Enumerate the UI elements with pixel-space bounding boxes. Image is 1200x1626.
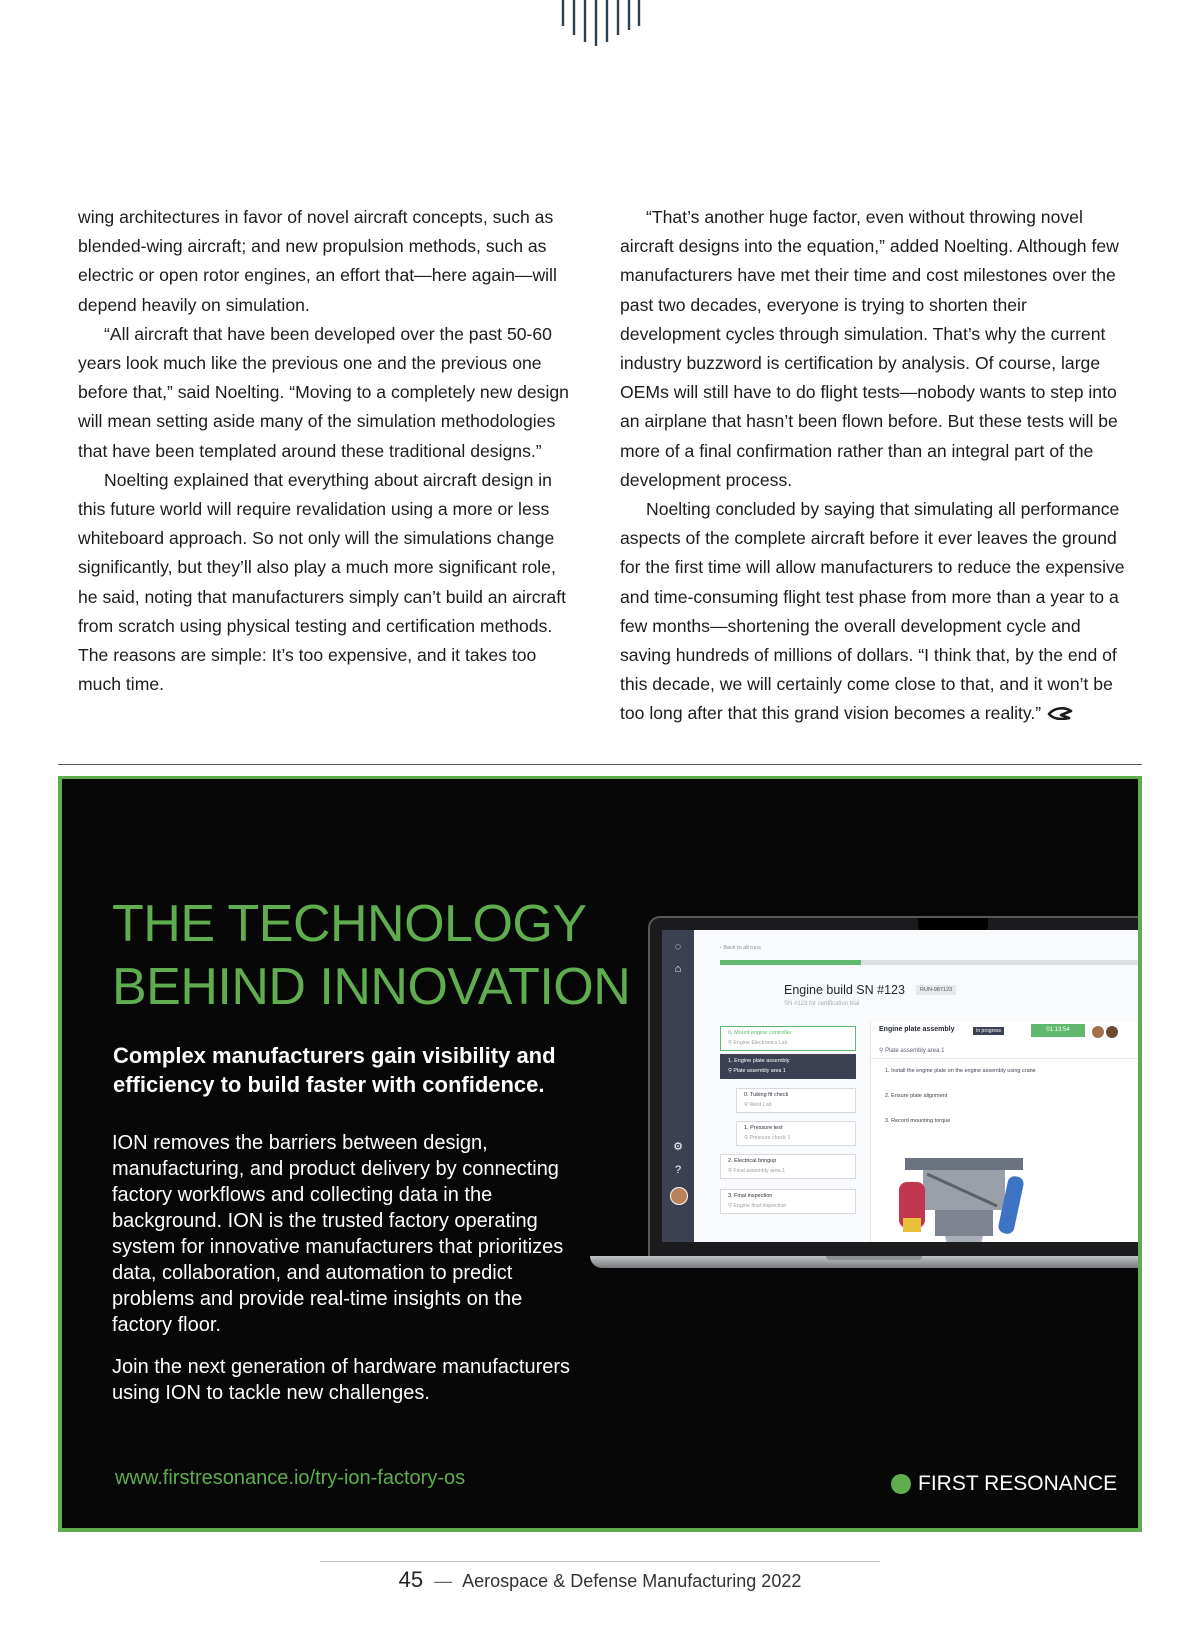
build-subtitle: SN #123 for certification trial <box>784 1001 860 1007</box>
top-lines-ornament <box>560 0 642 48</box>
step-location-text: Final assembly area 1 <box>733 1168 786 1174</box>
detail-title: Engine plate assembly <box>879 1026 955 1033</box>
article-paragraph: “That’s another huge factor, even without throwing novel aircraft designs into the equation,” added Noelting. Although few manufacturers have met their time and cost milestones over the past two decades, everyone is trying to shorten their development cycles through simulation. That’s why the current industry buzzword is certification by analysis. Of course, large OEMs will still have to do flight tests—nobody wants to step into an airplane that hasn’t been flown before. But these tests will be more of a final confirmation rather than an integral part of the development process. <box>620 207 1119 490</box>
footer-dash: — <box>434 1571 453 1591</box>
run-id-badge: RUN-987123 <box>916 985 956 995</box>
ad-headline-line: THE TECHNOLOGY <box>112 895 587 953</box>
article-paragraph: “All aircraft that have been developed over the past 50-60 years look much like the previous one and the previous one before that,” said Noelting. “Moving to a completely new design will mean setting aside many of the simulation methodologies that have been templated around these traditional designs.” <box>78 323 569 461</box>
laptop-lid <box>648 916 1142 1258</box>
detail-divider <box>871 1058 1142 1059</box>
brand-name: FIRST RESONANCE <box>918 1472 1118 1495</box>
laptop-mockup <box>648 916 1142 1286</box>
detail-location: ⚲ Plate assembly area 1 <box>879 1048 945 1054</box>
step-item-active[interactable] <box>720 1054 856 1079</box>
page-footer <box>0 1567 1200 1593</box>
brand-logo <box>891 1472 1117 1496</box>
ad-url-link[interactable]: www.firstresonance.io/try-ion-factory-os <box>115 1467 466 1489</box>
instruction-item: 2. Ensure plate alignment <box>885 1093 948 1099</box>
section-divider <box>58 764 1142 765</box>
step-item[interactable] <box>720 1189 856 1214</box>
build-title: Engine build SN #123 <box>784 983 905 997</box>
ad-headline-line: BEHIND INNOVATION <box>112 958 631 1016</box>
article-left-column <box>78 203 578 699</box>
step-item[interactable] <box>720 1154 856 1179</box>
step-detail-panel <box>870 1022 1142 1242</box>
step-location: ⚲ Weld Lab <box>744 1102 772 1108</box>
page-number: 45 <box>398 1567 424 1592</box>
article-paragraph: wing architectures in favor of novel aircraft concepts, such as blended-wing aircraft; and new propulsion methods, such as electric or open rotor engines, an effort that—here again—will depend heavily on simulation. <box>78 207 557 315</box>
publication-name: Aerospace & Defense Manufacturing 2022 <box>462 1571 802 1591</box>
footer-rule <box>320 1561 880 1562</box>
instruction-item: 3. Record mounting torque <box>885 1118 951 1124</box>
step-location: ⚲ Pressure check 1 <box>744 1135 791 1141</box>
app-sidebar <box>662 930 694 1242</box>
user-avatar[interactable] <box>670 1187 688 1205</box>
step-location-text: Engine final inspection <box>733 1203 787 1209</box>
step-location: ⚲ Final assembly area 1 <box>728 1168 786 1174</box>
laptop-base <box>590 1256 1142 1268</box>
back-link-label: Back to all runs <box>723 945 761 951</box>
home-icon[interactable]: ⌂ <box>674 963 682 975</box>
settings-gear-icon[interactable]: ⚙ <box>673 1141 683 1153</box>
step-location-text: Engine Electronics Lab <box>733 1040 788 1046</box>
step-location-text: Plate assembly area 1 <box>733 1068 786 1074</box>
step-location: ⚲ Engine Electronics Lab <box>728 1040 788 1046</box>
advertisement <box>58 776 1142 1532</box>
ad-headline <box>112 893 630 1019</box>
detail-location-text: Plate assembly area 1 <box>885 1048 945 1054</box>
ad-body-cta: Join the next generation of hardware manufacturers using ION to tackle new challenges. <box>112 1356 571 1404</box>
end-of-article-icon <box>1047 706 1073 720</box>
run-progress-fill <box>720 960 861 965</box>
step-name: 0. Tubing fit check <box>744 1092 789 1098</box>
collaborator-avatar[interactable] <box>1105 1025 1119 1039</box>
logo-icon: ◌ <box>674 941 682 953</box>
step-location: ⚲ Plate assembly area 1 <box>728 1068 786 1074</box>
step-item[interactable] <box>736 1088 856 1113</box>
ad-subhead: Complex manufacturers gain visibility and efficiency to build faster with confidence. <box>113 1043 556 1097</box>
step-name: 1. Pressure test <box>744 1125 783 1131</box>
step-name: 3. Final inspection <box>728 1193 773 1199</box>
step-name: 0. Mount engine controller <box>728 1030 792 1036</box>
article-right-column <box>620 203 1128 729</box>
step-name: 1. Engine plate assembly <box>728 1058 790 1064</box>
app-main <box>694 930 1142 1242</box>
status-badge: In progress <box>973 1027 1004 1035</box>
collaborator-avatar[interactable] <box>1091 1025 1105 1039</box>
brand-dot-icon <box>891 1474 911 1494</box>
article-paragraph <box>620 495 1128 729</box>
laptop-base-dip <box>826 1256 922 1260</box>
app-screen <box>662 930 1142 1242</box>
step-item[interactable] <box>720 1026 856 1051</box>
help-icon[interactable]: ? <box>674 1164 682 1176</box>
ad-body: ION removes the barriers between design, manufacturing, and product delivery by connecting factory workflows and collecting data in the background. ION is the trusted factory operating system for innovative manufacturers that prioritizes data, collaboration, and automation to predict problems and provide real-time insights on the factory floor. <box>112 1132 564 1336</box>
instruction-item: 1. Install the engine plate on the engine assembly using crane <box>885 1068 1036 1074</box>
engine-render-image <box>887 1154 1037 1242</box>
back-to-runs-link[interactable]: ‹ Back to all runs <box>720 945 761 951</box>
article-paragraph-text: Noelting concluded by saying that simulating all performance aspects of the complete aircraft before it ever leaves the ground for the first time will allow manufacturers to reduce the expensive and time-consuming flight test phase from more than a year to a few months—shortening the overall development cycle and saving hundreds of millions of dollars. “I think that, by the end of this decade, we will certainly come close to that, and it won’t be too long after that this grand vision becomes a reality.” <box>620 499 1125 724</box>
step-timer[interactable]: 01:13:54 <box>1031 1024 1085 1037</box>
step-location-text: Pressure check 1 <box>749 1135 791 1141</box>
step-item[interactable] <box>736 1121 856 1146</box>
run-progress-bar <box>720 960 1142 965</box>
article-paragraph: Noelting explained that everything about aircraft design in this future world will require revalidation using a more or less whiteboard approach. So not only will the simulations change significantly, but they’ll also play a much more significant role, he said, noting that manufacturers simply can’t build an aircraft from scratch using physical testing and certification methods. The reasons are simple: It’s too expensive, and it takes too much time. <box>78 469 566 695</box>
step-location-text: Weld Lab <box>749 1102 772 1108</box>
step-name: 2. Electrical bringup <box>728 1158 777 1164</box>
step-location: ⚲ Engine final inspection <box>728 1203 787 1209</box>
